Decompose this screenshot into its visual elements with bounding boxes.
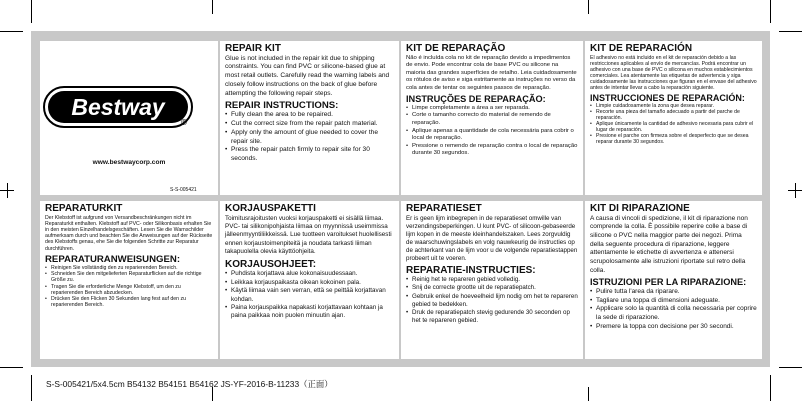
italian-intro: A causa di vincoli di spedizione, il kit di riparazione non comprende la colla. È possibile reperire colle a base di silicone o PVC nella maggior parte dei negozi. Prima della seguente procedura di riparazione, leggere attentamente le etichette di avvertenza e attenersi scrupolosamente alle istruzioni riportate sul retro della colla.	[590, 214, 748, 274]
panel-german	[40, 201, 218, 359]
dutch-intro: Er is geen lijm inbegrepen in de reparatieset omwille van verzendingsbeperkingen. U kunt PVC- of silicoon-gebaseerde lijm kopen in de meeste kleinhandelszaken. Lees zorgvuldig de waarschuwingslabels en volg nauwkeurig de instructies op de achterkant van de lijm voor u de volgende reparatiestappen probeert uit te voeren.	[406, 214, 578, 262]
bestway-logo	[43, 86, 193, 128]
list-item: • Press the repair patch firmly to repair site for 30 seconds.	[225, 146, 394, 164]
panel-spanish	[585, 41, 762, 195]
crop-mark	[588, 387, 589, 401]
finnish-steps	[225, 270, 394, 321]
panel-english	[220, 41, 399, 195]
italian-steps	[590, 288, 757, 332]
crop-mark	[588, 0, 589, 14]
list-item: • Käytä liimaa vain sen verran, että se peittää korjattavan kohdan.	[225, 287, 394, 304]
spanish-intro: El adhesivo no está incluido en el kit de reparación debido a las restricciones aplicables al envío de mercancías. Podrá encontrar un adhesivo con una base de PVC o silicona en muchos establecimientos comerciales. Lea atentamente las etiquetas de advertencia y siga cuidadosamente las instrucciones que figuran en el envase del adhesivo antes de intentar llevar a cabo la reparación siguiente.	[590, 54, 757, 91]
finnish-instructions-title: KORJAUSOHJEET:	[225, 258, 317, 270]
list-item: • Schneiden Sie den mitgelieferten Reparaturflicken auf die richtige Größe zu.	[45, 271, 213, 283]
panel-italian	[585, 201, 762, 359]
german-instructions-title: REPARATURANWEISUNGEN:	[45, 253, 181, 265]
list-item: • Presione el parche con firmeza sobre el desperfecto que se desea reparar durante 30 segundos.	[590, 133, 757, 145]
list-item: • Reinig het te repareren gebied volledig.	[406, 276, 578, 284]
portuguese-title: KIT DE REPARAÇÃO	[406, 43, 506, 54]
list-item: • Pressione o remendo de reparação contra o local de reparação durante 30 segundos.	[406, 143, 578, 158]
english-steps	[225, 111, 394, 164]
crop-mark	[31, 375, 32, 401]
crop-mark	[779, 31, 802, 32]
english-title: REPAIR KIT	[225, 43, 281, 54]
crop-mark	[0, 367, 23, 368]
list-item: • Fully clean the area to be repaired.	[225, 111, 394, 120]
panel-dutch	[401, 201, 583, 359]
list-item: • Pulire tutta l'area da riparare.	[590, 288, 757, 297]
registered-mark: ®	[181, 118, 187, 127]
italian-title: KIT DI RIPARAZIONE	[590, 203, 690, 214]
crop-mark	[779, 367, 802, 368]
list-item: • Corte o tamanho correcto do material de remendo de reparação.	[406, 112, 578, 127]
german-title: REPARATURKIT	[45, 203, 123, 214]
list-item: • Aplique apenas a quantidade de cola necessária para cobrir o local de reparação.	[406, 128, 578, 143]
panel-code: S-S-005421	[170, 187, 197, 193]
list-item: • Tagliare una toppa di dimensioni adeguate.	[590, 297, 757, 306]
website-url: www.bestwaycorp.com	[92, 159, 166, 166]
list-item: • Leikkaa korjauspaikasta oikean kokoinen pala.	[225, 279, 394, 287]
list-item: • Premere la toppa con decisione per 30 secondi.	[590, 323, 757, 332]
crop-mark	[212, 0, 213, 14]
list-item: • Snij de correcte grootte uit de reparatiepatch.	[406, 284, 578, 292]
list-item: • Gebruik enkel de hoeveelheid lijm nodig om het te repareren gebied te bedekken.	[406, 293, 578, 309]
dutch-steps	[406, 276, 578, 324]
list-item: • Paina korjauspaikka napakasti korjattavaan kohtaan ja paina paikkaa noin puolen minuutin ajan.	[225, 304, 394, 321]
crop-mark	[770, 375, 771, 401]
list-item: • Limpe completamente a área a ser reparada.	[406, 105, 578, 113]
list-item: • Recorte una pieza del tamaño adecuado a partir del parche de reparación.	[590, 109, 757, 121]
panel-portuguese	[401, 41, 583, 195]
portuguese-intro: Não é incluída cola no kit de reparação devido a impedimentos de envio. Pode encontrar cola de base PVC ou silicone na maioria das grandes superfícies de retalho. Leia cuidadosamente os rótulos de aviso e siga estritamente as instruções no verso da cola antes de tentar os seguintes passos de reparação.	[406, 54, 577, 91]
list-item: • Reinigen Sie vollständig den zu reparierenden Bereich.	[45, 265, 213, 271]
portuguese-steps	[406, 105, 578, 158]
list-item: • Apply only the amount of glue needed to cover the repair site.	[225, 129, 394, 147]
dutch-instructions-title: REPARATIE-INSTRUCTIES:	[406, 264, 536, 276]
spanish-steps	[590, 103, 757, 145]
english-intro: Glue is not included in the repair kit due to shipping constraints. You can find PVC or silicone-based glue at most retail outlets. Carefully read the warning labels and closely follow instructions on the back of glue before attempting the following repair steps.	[225, 54, 390, 97]
logo-panel-content	[40, 41, 230, 195]
list-item: • Limpie cuidadosamente la zona que desea reparar.	[590, 103, 757, 109]
finnish-intro: Toimitusrajoitusten vuoksi korjauspaketti ei sisällä liimaa. PVC- tai silikonipohjaista liimaa on myynnissä useimmissa jälleenmyyntiliikkeissä. Lue tuotteen varoitukset huolellisesti ennen korjaustoimenpiteitä ja noudata tarkasti liiman takapuolella olevia käyttöohjeita.	[225, 214, 392, 256]
crop-mark	[31, 0, 32, 23]
spanish-title: KIT DE REPARACIÓN	[590, 43, 693, 54]
crop-mark	[7, 183, 8, 198]
finnish-title: KORJAUSPAKETTI	[225, 203, 316, 214]
list-item: • Puhdista korjattava alue kokonaisuudessaan.	[225, 270, 394, 278]
crop-mark	[795, 183, 796, 198]
list-item: • Aplique únicamente la cantidad de adhesivo necesaria para cubrir el lugar de reparación.	[590, 121, 757, 133]
spanish-instructions-title: INSTRUCCIONES DE REPARACIÓN:	[590, 92, 745, 103]
list-item: • Tragen Sie die erforderliche Menge Klebstoff, um den zu reparierenden Bereich abzudecken.	[45, 284, 213, 296]
logo-text: Bestway	[71, 94, 165, 120]
panel-finnish	[220, 201, 399, 359]
list-item: • Druk de reparatiepatch stevig gedurende 30 seconden op het te repareren gebied.	[406, 309, 578, 325]
english-instructions-title: REPAIR INSTRUCTIONS:	[225, 100, 339, 112]
german-intro: Der Klebstoff ist aufgrund von Versandbeschränkungen nicht im Reparaturkit enthalten. Klebstoff auf PVC- oder Silikonbasis erhalten Sie in den meisten Einzelhandelsgeschäften. Lesen Sie die Warnschilder aufmerksam durch und beachten Sie die Anweisungen auf der Rückseite des Klebstoffs genau, ehe Sie die folgenden Schritte zur Reparatur durchführen.	[45, 214, 213, 252]
crop-mark	[0, 31, 23, 32]
list-item: • Applicare solo la quantità di colla necessaria per coprire la sede di riparazione.	[590, 305, 757, 322]
list-item: • Drücken Sie den Flicken 30 Sekunden lang fest auf den zu reparierenden Bereich.	[45, 296, 213, 308]
dutch-title: REPARATIESET	[406, 203, 482, 214]
crop-mark	[770, 0, 771, 23]
portuguese-instructions-title: INSTRUÇÕES DE REPARAÇÃO:	[406, 94, 546, 105]
footer-code: S-S-005421/5x4.5cm B54132 B54151 B54162 JS-YF-2016-B-11233（正面）	[46, 379, 333, 389]
list-item: • Cut the correct size from the repair patch material.	[225, 120, 394, 129]
italian-instructions-title: ISTRUZIONI PER LA RIPARAZIONE:	[590, 277, 747, 288]
german-steps	[45, 265, 213, 309]
